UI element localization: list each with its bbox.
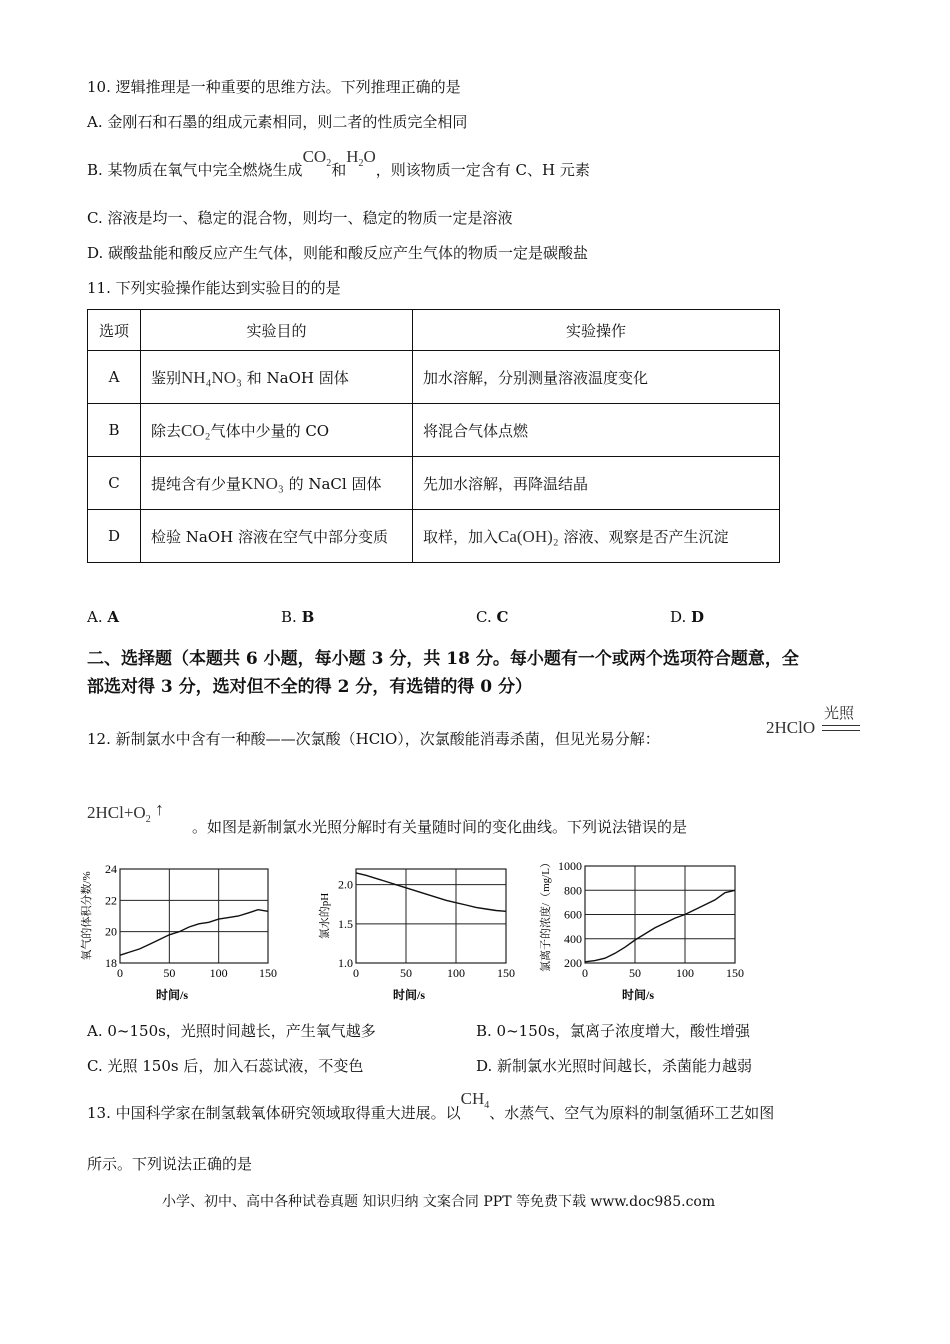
row-goal: 检验 NaOH 溶液在空气中部分变质 [141, 510, 413, 563]
co2-formula: CO₂ [181, 420, 211, 440]
header-goal: 实验目的 [141, 310, 413, 351]
y-tick-label: 800 [564, 883, 582, 898]
chart-oxygen [80, 855, 290, 1010]
ch4-formula [460, 1089, 490, 1111]
y-tick-label: 400 [564, 931, 582, 946]
plot-frame [356, 869, 506, 963]
q10-option-b [87, 146, 590, 180]
x-tick-label: 100 [676, 966, 694, 980]
answer-label: A. [87, 608, 108, 626]
goal-suffix: 气体中少量的 CO [210, 421, 330, 440]
q11-answer-c [476, 608, 508, 626]
y-tick-label: 1.5 [338, 916, 353, 931]
chart-ph [318, 855, 528, 1010]
eq-condition: 光照 [824, 706, 855, 722]
data-series-line [585, 890, 735, 962]
y-tick-label: 20 [105, 924, 117, 939]
chart-chloride-plot [538, 857, 744, 1002]
data-series-line [356, 873, 506, 911]
eq-sign-top [822, 725, 860, 726]
q11-answer-a [87, 608, 119, 626]
q12-option-d: D. 新制氯水光照时间越长，杀菌能力越弱 [476, 1057, 753, 1075]
q10-b-prefix: B. 某物质在氧气中完全燃烧生成 [87, 161, 303, 179]
q12-option-b: B. 0~150s，氯离子浓度增大，酸性增强 [476, 1022, 751, 1040]
q10-stem: 10. 逻辑推理是一种重要的思维方法。下列推理正确的是 [87, 78, 461, 96]
row-operation: 先加水溶解，再降温结晶 [413, 457, 780, 510]
h2o-o: O [363, 147, 376, 166]
row-operation: 将混合气体点燃 [413, 404, 780, 457]
eq-right: 2HCl+O [87, 803, 146, 822]
up-arrow-icon: ↑ [154, 799, 164, 819]
x-tick-label: 100 [447, 966, 465, 980]
x-tick-label: 0 [117, 966, 123, 980]
eq-right-sub: 2 [145, 814, 151, 825]
q12-equation-left [766, 706, 860, 746]
table-row [88, 457, 780, 510]
y-tick-label: 18 [105, 956, 117, 970]
q13-stem-line2: 所示。下列说法正确的是 [87, 1155, 253, 1173]
x-tick-label: 150 [726, 966, 744, 980]
co2-sub: 2 [326, 158, 332, 169]
row-goal [141, 457, 413, 510]
x-tick-label: 150 [259, 966, 277, 980]
chart-chloride [535, 852, 755, 1010]
eq-sign-bottom [822, 730, 860, 731]
answer-label: B. [281, 608, 302, 626]
page-footer: 小学、初中、高中各种试卷真题 知识归纳 文案合同 PPT 等免费下载 www.doc985.com [162, 1194, 716, 1210]
h2o-formula [346, 147, 376, 169]
q13-suffix: 、水蒸气、空气为原料的制氢循环工艺如图 [489, 1104, 775, 1122]
x-tick-label: 100 [209, 966, 228, 980]
table-row [88, 510, 780, 563]
nh4no3-formula: NH₄NO₃ [181, 367, 242, 387]
q12-equation-right [87, 799, 164, 825]
row-option: B [88, 404, 141, 457]
caoh2-formula: Ca(OH)₂ [498, 526, 559, 546]
q12-option-c: C. 光照 150s 后，加入石蕊试液，不变色 [87, 1057, 364, 1075]
x-axis-label: 时间/s [155, 988, 189, 1002]
table-header-row [88, 310, 780, 351]
y-tick-label: 200 [564, 956, 582, 970]
table-row [88, 404, 780, 457]
data-series-line [120, 910, 268, 956]
goal-prefix: 除去 [151, 421, 182, 440]
op-suffix: 溶液、观察是否产生沉淀 [563, 527, 729, 546]
q13-prefix: 13. 中国科学家在制氢载氧体研究领域取得重大进展。以 [87, 1104, 461, 1122]
header-option: 选项 [88, 310, 141, 351]
eq-left: 2HClO [766, 718, 816, 737]
goal-prefix: 鉴别 [151, 368, 182, 387]
q13-stem-line1 [87, 1088, 774, 1122]
x-axis-label: 时间/s [392, 988, 426, 1002]
co2-text: CO [302, 147, 327, 166]
answer-label: C. [476, 608, 497, 626]
y-tick-label: 1.0 [338, 956, 353, 970]
experiment-table [87, 309, 780, 563]
table-row [88, 351, 780, 404]
co2-formula [302, 147, 332, 169]
row-goal [141, 351, 413, 404]
x-axis-label: 时间/s [621, 988, 655, 1002]
h2o-h: H [346, 147, 359, 166]
goal-prefix: 提纯含有少量 [151, 474, 242, 493]
y-tick-label: 1000 [558, 859, 582, 873]
answer-value: B [301, 608, 315, 626]
x-tick-label: 50 [400, 966, 412, 980]
x-tick-label: 50 [163, 966, 176, 980]
q11-answer-b [281, 608, 314, 626]
row-option: A [88, 351, 141, 404]
chart-oxygen-plot [80, 862, 277, 1002]
y-axis-label: 氧气的体积分数/% [81, 871, 93, 961]
x-tick-label: 50 [629, 966, 641, 980]
answer-label: D. [670, 608, 692, 626]
ch4-text: CH [460, 1089, 485, 1108]
row-option: D [88, 510, 141, 563]
y-axis-label: 氯离子的浓度/（mg/L） [540, 857, 552, 972]
x-tick-label: 0 [582, 966, 588, 980]
y-tick-label: 22 [105, 893, 117, 908]
section-heading-line2: 部选对得 3 分，选对但不全的得 2 分，有选错的得 0 分） [87, 677, 532, 697]
x-tick-label: 0 [353, 966, 359, 980]
op-prefix: 取样，加入 [423, 527, 499, 546]
x-tick-label: 150 [497, 966, 515, 980]
goal-suffix: 的 NaCl 固体 [288, 474, 382, 493]
h2o-sub: 2 [358, 158, 364, 169]
answer-value: C [496, 608, 509, 626]
chart-ph-plot [318, 869, 515, 1002]
row-operation: 加水溶解，分别测量溶液温度变化 [413, 351, 780, 404]
y-tick-label: 600 [564, 907, 582, 922]
plot-frame [120, 869, 268, 963]
y-tick-label: 24 [105, 862, 117, 876]
y-axis-label: 氯水的pH [319, 892, 331, 940]
q12-option-a: A. 0~150s，光照时间越长，产生氧气越多 [87, 1022, 376, 1040]
row-operation [413, 510, 780, 563]
answer-value: A [107, 608, 120, 626]
q10-option-d: D. 碳酸盐能和酸反应产生气体，则能和酸反应产生气体的物质一定是碳酸盐 [87, 244, 589, 262]
row-goal [141, 404, 413, 457]
ch4-sub: 4 [484, 1100, 490, 1111]
q10-b-and: 和 [331, 161, 347, 179]
q12-stem-line1: 12. 新制氯水中含有一种酸——次氯酸（HClO），次氯酸能消毒杀菌，但见光易分解： [87, 730, 660, 748]
header-operation: 实验操作 [413, 310, 780, 351]
kno3-formula: KNO₃ [241, 473, 284, 493]
y-tick-label: 2.0 [338, 877, 353, 892]
row-option: C [88, 457, 141, 510]
q10-option-c: C. 溶液是均一、稳定的混合物，则均一、稳定的物质一定是溶液 [87, 209, 513, 227]
answer-value: D [691, 608, 705, 626]
goal-suffix: 和 NaOH 固体 [246, 368, 349, 387]
q12-stem-line2: 。如图是新制氯水光照分解时有关量随时间的变化曲线。下列说法错误的是 [192, 818, 688, 836]
section-heading-line1: 二、选择题（本题共 6 小题，每小题 3 分，共 18 分。每小题有一个或两个选项符合题意，全 [87, 649, 799, 669]
q11-stem: 11. 下列实验操作能达到实验目的的是 [87, 279, 341, 297]
q10-b-suffix: ，则该物质一定含有 C、H 元素 [375, 161, 590, 179]
q11-answer-d [670, 608, 704, 626]
q10-option-a: A. 金刚石和石墨的组成元素相同，则二者的性质完全相同 [87, 113, 468, 131]
